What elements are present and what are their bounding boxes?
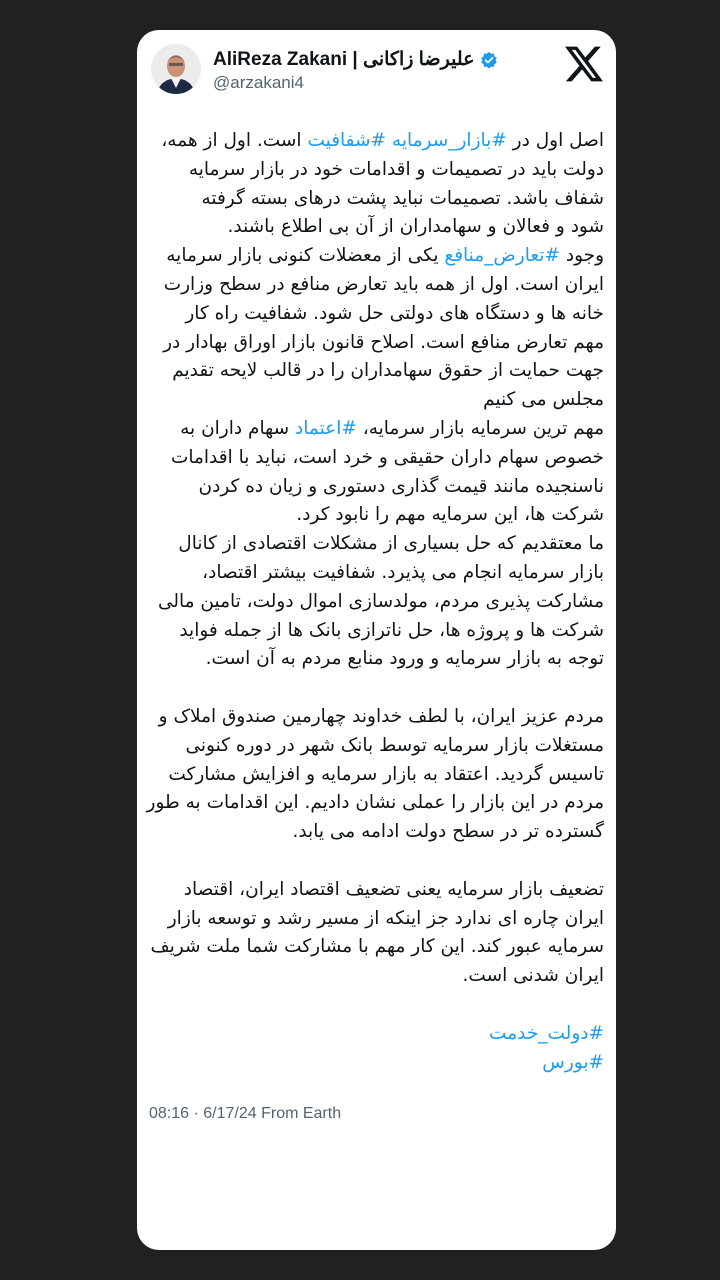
tweet-line: [149, 156, 604, 185]
tweet-line: [149, 674, 604, 703]
user-handle[interactable]: @arzakani4: [213, 73, 304, 92]
tweet-text-segment: دولت باید در تصمیمات و اقدامات خود در بازار سرمایه: [188, 158, 604, 180]
tweet-text-segment: مهم ترین سرمایه بازار سرمایه،: [356, 417, 604, 439]
tweet-line: [149, 357, 604, 386]
tweet-line: [149, 473, 604, 502]
tweet-text-segment: مشارکت پذیری مردم، مولدسازی اموال دولت، تامین مالی: [157, 590, 604, 612]
tweet-line: [149, 732, 604, 761]
tweet-text-segment: وجود: [559, 245, 604, 267]
tweet-text-segment: ما معتقدیم که حل بسیاری از مشکلات اقتصادی از کانال: [178, 533, 604, 555]
tweet-line: [149, 386, 604, 415]
tweet-line: [149, 617, 604, 646]
tweet-line: [149, 905, 604, 934]
hashtag-link[interactable]: #بورس: [542, 1051, 604, 1073]
author-row: [213, 48, 498, 71]
tweet-line: [149, 588, 604, 617]
hashtag-link[interactable]: #اعتماد: [295, 417, 357, 439]
tweet-text-segment: مهم تعارض منافع است. اصلاح قانون بازار اوراق بهادار در: [163, 331, 604, 353]
tweet-text-segment: شود و فعالان و سهامداران از آن بی اطلاع باشند.: [227, 216, 604, 238]
tweet-line: [149, 847, 604, 876]
tweet-line: [149, 703, 604, 732]
tweet-text-segment: مردم عزیز ایران، با لطف خداوند چهارمین صندوق املاک و: [158, 705, 604, 727]
tweet-line: [149, 127, 604, 156]
tweet-line: [149, 271, 604, 300]
tweet-line: [146, 789, 604, 818]
tweet-line: [149, 991, 604, 1020]
tweet-text-segment: ناسنجیده مانند قیمت گذاری دستوری و زیان ده کردن: [198, 475, 604, 497]
tweet-text-segment: مردم در این بازار را عملی نشان دادیم. این اقدامات به طور: [146, 792, 604, 814]
tweet-line: [149, 415, 604, 444]
x-logo-icon: [565, 46, 603, 82]
hashtag-link[interactable]: #دولت_خدمت: [489, 1022, 604, 1044]
tweet-line: [149, 1020, 604, 1049]
tweet-line: [149, 501, 604, 530]
tweet-text-segment: گسترده تر در سطح دولت ادامه می یابد.: [292, 821, 604, 843]
tweet-text-segment: تضعیف بازار سرمایه یعنی تضعیف اقتصاد ایران، اقتصاد: [183, 878, 604, 900]
avatar[interactable]: [151, 44, 201, 94]
tweet-line: [149, 185, 604, 214]
tweet-text-segment: بازار سرمایه انجام می پذیرد. شفافیت بیشتر اقتصاد،: [202, 561, 604, 583]
tweet-line: [149, 962, 604, 991]
tweet-line: [149, 213, 604, 242]
timestamp[interactable]: 08:16 · 6/17/24 From Earth: [149, 1105, 342, 1122]
tweet-text-segment: سرمایه عبور کند. این کار مهم با مشارکت شما ملت شریف: [150, 936, 604, 958]
tweet-text-segment: تاسیس گردید. اعتقاد به بازار سرمایه و افزایش مشارکت: [168, 763, 604, 785]
tweet-line: [149, 933, 604, 962]
tweet-text-segment: شرکت ها، این سرمایه مهم را نابود کرد.: [296, 504, 604, 526]
tweet-line: [149, 559, 604, 588]
tweet-text-segment: شفاف باشد. تصمیمات نباید پشت درهای بسته گرفته: [201, 187, 604, 209]
tweet-line: [149, 329, 604, 358]
tweet-line: [149, 761, 604, 790]
tweet-text-segment: ایران چاره ای ندارد جز اینکه از مسیر رشد و توسعه بازار: [167, 907, 604, 929]
hashtag-link[interactable]: #تعارض_منافع: [444, 245, 560, 267]
tweet-line: [149, 818, 604, 847]
tweet-text-segment: است. اول از همه،: [161, 130, 308, 151]
tweet-line: [149, 645, 604, 674]
tweet-text-segment: مستغلات بازار سرمایه توسط بانک شهر در دوره کنونی: [185, 734, 604, 756]
tweet-text-segment: اصل اول در: [506, 130, 604, 151]
tweet-text-segment: مجلس می کنیم: [483, 389, 604, 411]
verified-badge-icon: [480, 51, 498, 69]
tweet-line: [149, 242, 604, 271]
display-name[interactable]: AliReza Zakani | علیرضا زاکانی: [213, 49, 475, 70]
hashtag-link[interactable]: #بازار_سرمایه #شفافیت: [307, 130, 507, 151]
tweet-card: [137, 30, 616, 1250]
tweet-line: [149, 444, 604, 473]
tweet-text-segment: ایران شدنی است.: [462, 965, 604, 987]
tweet-line: [149, 530, 604, 559]
tweet-line: [149, 876, 604, 905]
tweet-text-segment: جهت حمایت از حقوق سهامداران را در قالب لایحه تقدیم: [172, 360, 604, 382]
tweet-text-segment: سهام داران به: [180, 417, 295, 439]
tweet-line: [149, 300, 604, 329]
tweet-line: [149, 1049, 604, 1078]
tweet-text-segment: شرکت ها و پروژه ها، حل ناترازی بانک ها از جمله فواید: [179, 619, 604, 641]
tweet-text-segment: خصوص سهام داران حقیقی و خرد است، نباید با اقدامات: [170, 446, 604, 468]
tweet-text-segment: ایران است. اول از همه باید تعارض منافع در سطح وزارت: [163, 273, 604, 295]
tweet-text: [146, 127, 604, 1077]
tweet-text-segment: توجه به بازار سرمایه و ورود منابع مردم به آن است.: [205, 648, 604, 670]
tweet-text-segment: یکی از معضلات کنونی بازار سرمایه: [166, 245, 445, 267]
tweet-text-segment: خانه ها و دستگاه های دولتی حل شود. شفافیت راه کار: [185, 302, 604, 324]
